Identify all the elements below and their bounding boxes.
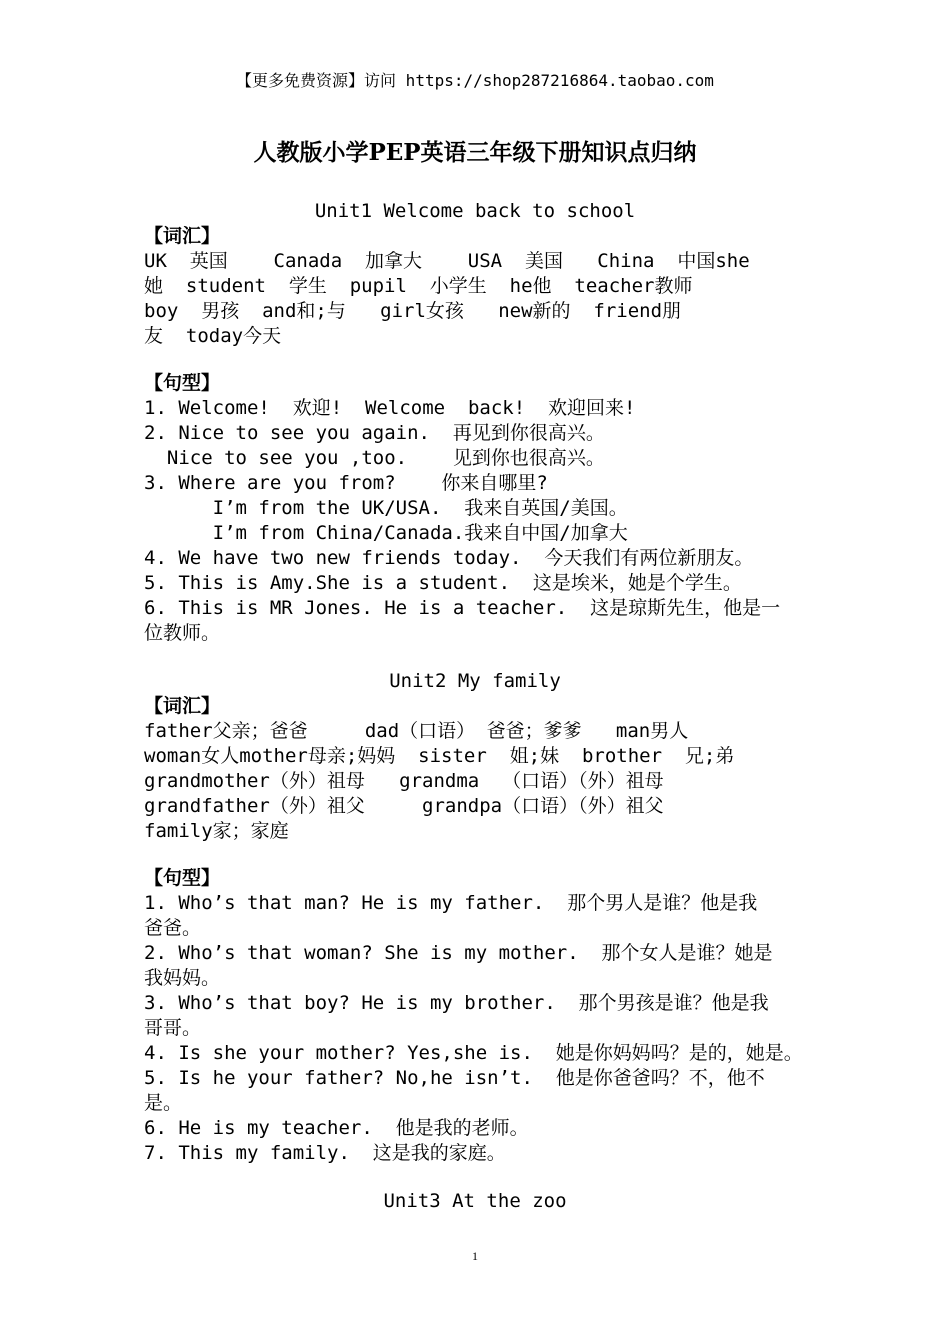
unit2-pattern-line: 5. Is he your father? No,he isn’t. 他是你爸爸吗？不，他不: [144, 1067, 765, 1089]
unit1-pattern-line: 1. Welcome! 欢迎! Welcome back! 欢迎回来!: [144, 397, 636, 419]
unit1-pattern-line: Nice to see you ,too. 见到你也很高兴。: [144, 447, 605, 469]
spacer: [144, 646, 814, 669]
unit2-vocab-label: 【词汇】: [144, 695, 221, 717]
unit2-pattern-line: 是。: [144, 1092, 183, 1114]
spacer: [144, 844, 814, 866]
document-title: 人教版小学PEP英语三年级下册知识点归纳: [253, 139, 697, 166]
unit3-title: Unit3 At the zoo: [383, 1190, 567, 1212]
unit1-pattern-line: 4. We have two new friends today. 今天我们有两位新朋友。: [144, 547, 754, 569]
unit1-pattern-line: 2. Nice to see you again. 再见到你很高兴。: [144, 422, 605, 444]
unit1-pattern-line: I’m from China/Canada.我来自中国/加拿大: [144, 522, 628, 544]
unit2-pattern-line: 6. He is my teacher. 他是我的老师。: [144, 1117, 529, 1139]
spacer: [144, 1166, 814, 1189]
unit2-vocab-line: woman女人mother母亲;妈妈 sister 姐;妹 brother 兄;弟: [144, 745, 735, 767]
document-body: [144, 199, 814, 1214]
header-resource-link[interactable]: 【更多免费资源】访问 https://shop287216864.taobao.com: [236, 71, 714, 90]
unit2-pattern-line: 1. Who’s that man? He is my father. 那个男人是谁？他是我: [144, 892, 758, 914]
unit1-vocab-line: 她 student 学生 pupil 小学生 he他 teacher教师: [144, 275, 693, 297]
unit1-vocab-line: 友 today今天: [144, 325, 282, 347]
unit2-pattern-line: 3. Who’s that boy? He is my brother. 那个男孩是谁？他是我: [144, 992, 769, 1014]
unit1-pattern-line: 3. Where are you from? 你来自哪里?: [144, 472, 548, 494]
unit2-pattern-line: 2. Who’s that woman? She is my mother. 那个女人是谁？她是: [144, 942, 773, 964]
unit2-vocab-line: family家；家庭: [144, 820, 289, 842]
unit1-vocab-line: UK 英国 Canada 加拿大 USA 美国 China 中国she: [144, 250, 750, 272]
unit2-pattern-line: 我妈妈。: [144, 967, 221, 989]
unit2-pattern-line: 爸爸。: [144, 917, 202, 939]
unit1-pattern-line: 位教师。: [144, 622, 221, 644]
unit2-pattern-line: 7. This my family. 这是我的家庭。: [144, 1142, 506, 1164]
unit1-pattern-label: 【句型】: [144, 372, 221, 394]
unit2-title: Unit2 My family: [389, 670, 561, 692]
unit1-pattern-line: 5. This is Amy.She is a student. 这是埃米，她是个学生。: [144, 572, 742, 594]
unit1-pattern-line: 6. This is MR Jones. He is a teacher. 这是琼斯先生，他是一: [144, 597, 781, 619]
unit1-vocab-line: boy 男孩 and和;与 girl女孩 new新的 friend朋: [144, 300, 682, 322]
unit2-pattern-label: 【句型】: [144, 867, 221, 889]
spacer: [144, 349, 814, 371]
unit1-pattern-line: I’m from the UK/USA. 我来自英国/美国。: [144, 497, 628, 519]
unit2-vocab-line: father父亲；爸爸 dad（口语） 爸爸；爹爹 man男人: [144, 720, 689, 742]
page-number: 1: [472, 1249, 478, 1263]
unit2-vocab-line: grandfather（外）祖父 grandpa（口语）（外）祖父: [144, 795, 664, 817]
unit1-title: Unit1 Welcome back to school: [314, 200, 636, 222]
unit2-pattern-line: 4. Is she your mother? Yes,she is. 她是你妈妈吗？是的，她是。: [144, 1042, 803, 1064]
unit2-vocab-line: grandmother（外）祖母 grandma （口语）（外）祖母: [144, 770, 664, 792]
unit2-pattern-line: 哥哥。: [144, 1017, 202, 1039]
unit1-vocab-label: 【词汇】: [144, 225, 221, 247]
